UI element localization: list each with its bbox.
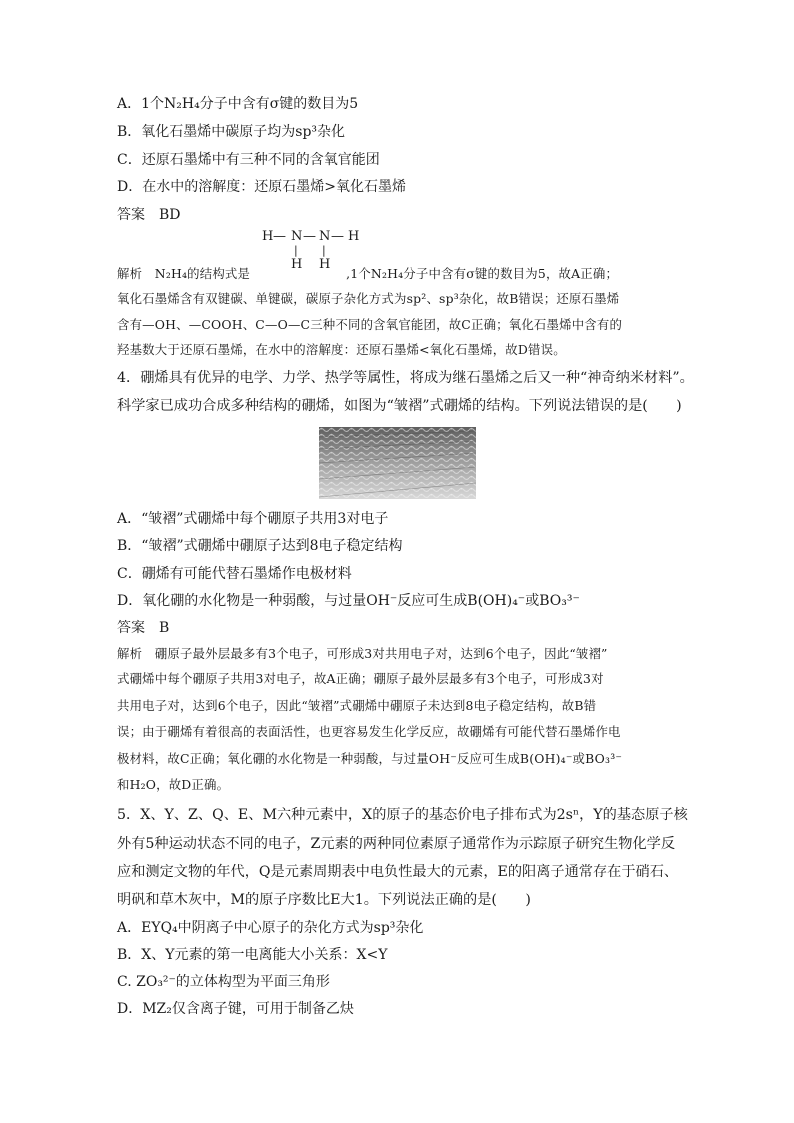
q5-option-d: D．MZ₂仅含离子键，可用于制备乙炔 [117,1001,354,1017]
q4-option-b: B．“皱褶”式硼烯中硼原子达到8电子稳定结构 [117,538,403,554]
q5-stem: 明矾和草木灰中，M的原子序数比E大1。下列说法正确的是( ) [117,892,531,908]
formula-h: H [262,229,274,244]
formula-bond: — [303,229,316,244]
formula-n: N [319,229,331,244]
formula-bond-vertical: | [294,244,298,257]
q3-answer [117,205,181,225]
answer-value: B [159,620,170,636]
q3-explanation-line: 氧化石墨烯含有双键碳、单键碳，碳原子杂化方式为sp²、sp³杂化，故B错误；还原石墨烯 [117,291,620,306]
formula-n: N [291,229,303,244]
q3-option-a: A．1个N₂H₄分子中含有σ键的数目为5 [117,96,359,112]
formula-h: H [348,229,360,244]
answer-label: 答案 [117,207,145,223]
formula-bond: — [273,229,286,244]
q3-option-c: C．还原石墨烯中有三种不同的含氧官能团 [117,152,380,168]
q4-explanation-line: 误；由于硼烯有着很高的表面活性，也更容易发生化学反应，故硼烯有可能代替石墨烯作电 [117,724,621,739]
answer-value: BD [159,207,181,223]
q4-explanation-line: 和H₂O，故D正确。 [117,777,230,792]
q4-stem: 4．硼烯具有优异的电学、力学、热学等属性，将成为继石墨烯之后又一种“神奇纳米材料”。 [117,370,694,386]
q3-explanation-line: 羟基数大于还原石墨烯，在水中的溶解度：还原石墨烯<氧化石墨烯，故D错误。 [117,342,566,357]
q4-stem: 科学家已成功合成多种结构的硼烯，如图为“皱褶”式硼烯的结构。下列说法错误的是( ) [117,398,682,414]
q4-explanation-line: 共用电子对，达到6个电子，因此“皱褶”式硼烯中硼原子未达到8电子稳定结构，故B错 [117,698,597,713]
q3-option-d: D．在水中的溶解度：还原石墨烯>氧化石墨烯 [117,179,406,195]
q5-option-c: C. ZO₃²⁻的立体构型为平面三角形 [117,974,330,990]
q4-option-d: D．氧化硼的水化物是一种弱酸，与过量OH⁻反应可生成B(OH)₄⁻或BO₃³⁻ [117,593,580,609]
q3-option-b: B．氧化石墨烯中碳原子均为sp³杂化 [117,124,346,140]
q3-explanation-line: 含有—OH、—COOH、C—O—C三种不同的含氧官能团，故C正确；氧化石墨烯中含有的 [117,317,623,332]
q5-option-b: B．X、Y元素的第一电离能大小关系：X<Y [117,947,388,963]
borophene-structure-image [319,427,476,499]
formula-h: H [291,257,303,272]
q5-stem: 应和测定文物的年代，Q是元素周期表中电负性最大的元素，E的阳离子通常存在于硝石、 [117,864,679,880]
q4-explanation-line: 极材料，故C正确；氧化硼的水化物是一种弱酸，与过量OH⁻反应可生成B(OH)₄⁻或BO₃³⁻ [117,751,623,766]
q5-stem: 5．X、Y、Z、Q、E、M六种元素中，X的原子的基态价电子排布式为2sⁿ，Y的基态原子核 [117,807,688,823]
q3-explanation-line: 解析 N₂H₄的结构式是 ,1个N₂H₄分子中含有σ键的数目为5，故A正确； [117,266,619,281]
q5-option-a: A．EYQ₄中阴离子中心原子的杂化方式为sp³杂化 [117,920,424,936]
q4-explanation-line: 式硼烯中每个硼原子共用3对电子，故A正确；硼原子最外层最多有3个电子，可形成3对 [117,671,604,686]
q5-stem: 外有5种运动状态不同的电子，Z元素的两种同位素原子通常作为示踪原子研究生物化学反 [117,836,676,852]
q4-option-c: C．硼烯有可能代替石墨烯作电极材料 [117,566,352,582]
q4-answer [117,618,169,638]
formula-bond-vertical: | [322,244,326,257]
q4-option-a: A．“皱褶”式硼烯中每个硼原子共用3对电子 [117,511,389,527]
formula-bond: — [331,229,344,244]
answer-label: 答案 [117,620,145,636]
q4-explanation-line: 解析 硼原子最外层最多有3个电子，可形成3对共用电子对，达到6个电子，因此“皱褶” [117,646,608,661]
formula-h: H [319,257,331,272]
borophene-structure-graphic [319,427,476,499]
